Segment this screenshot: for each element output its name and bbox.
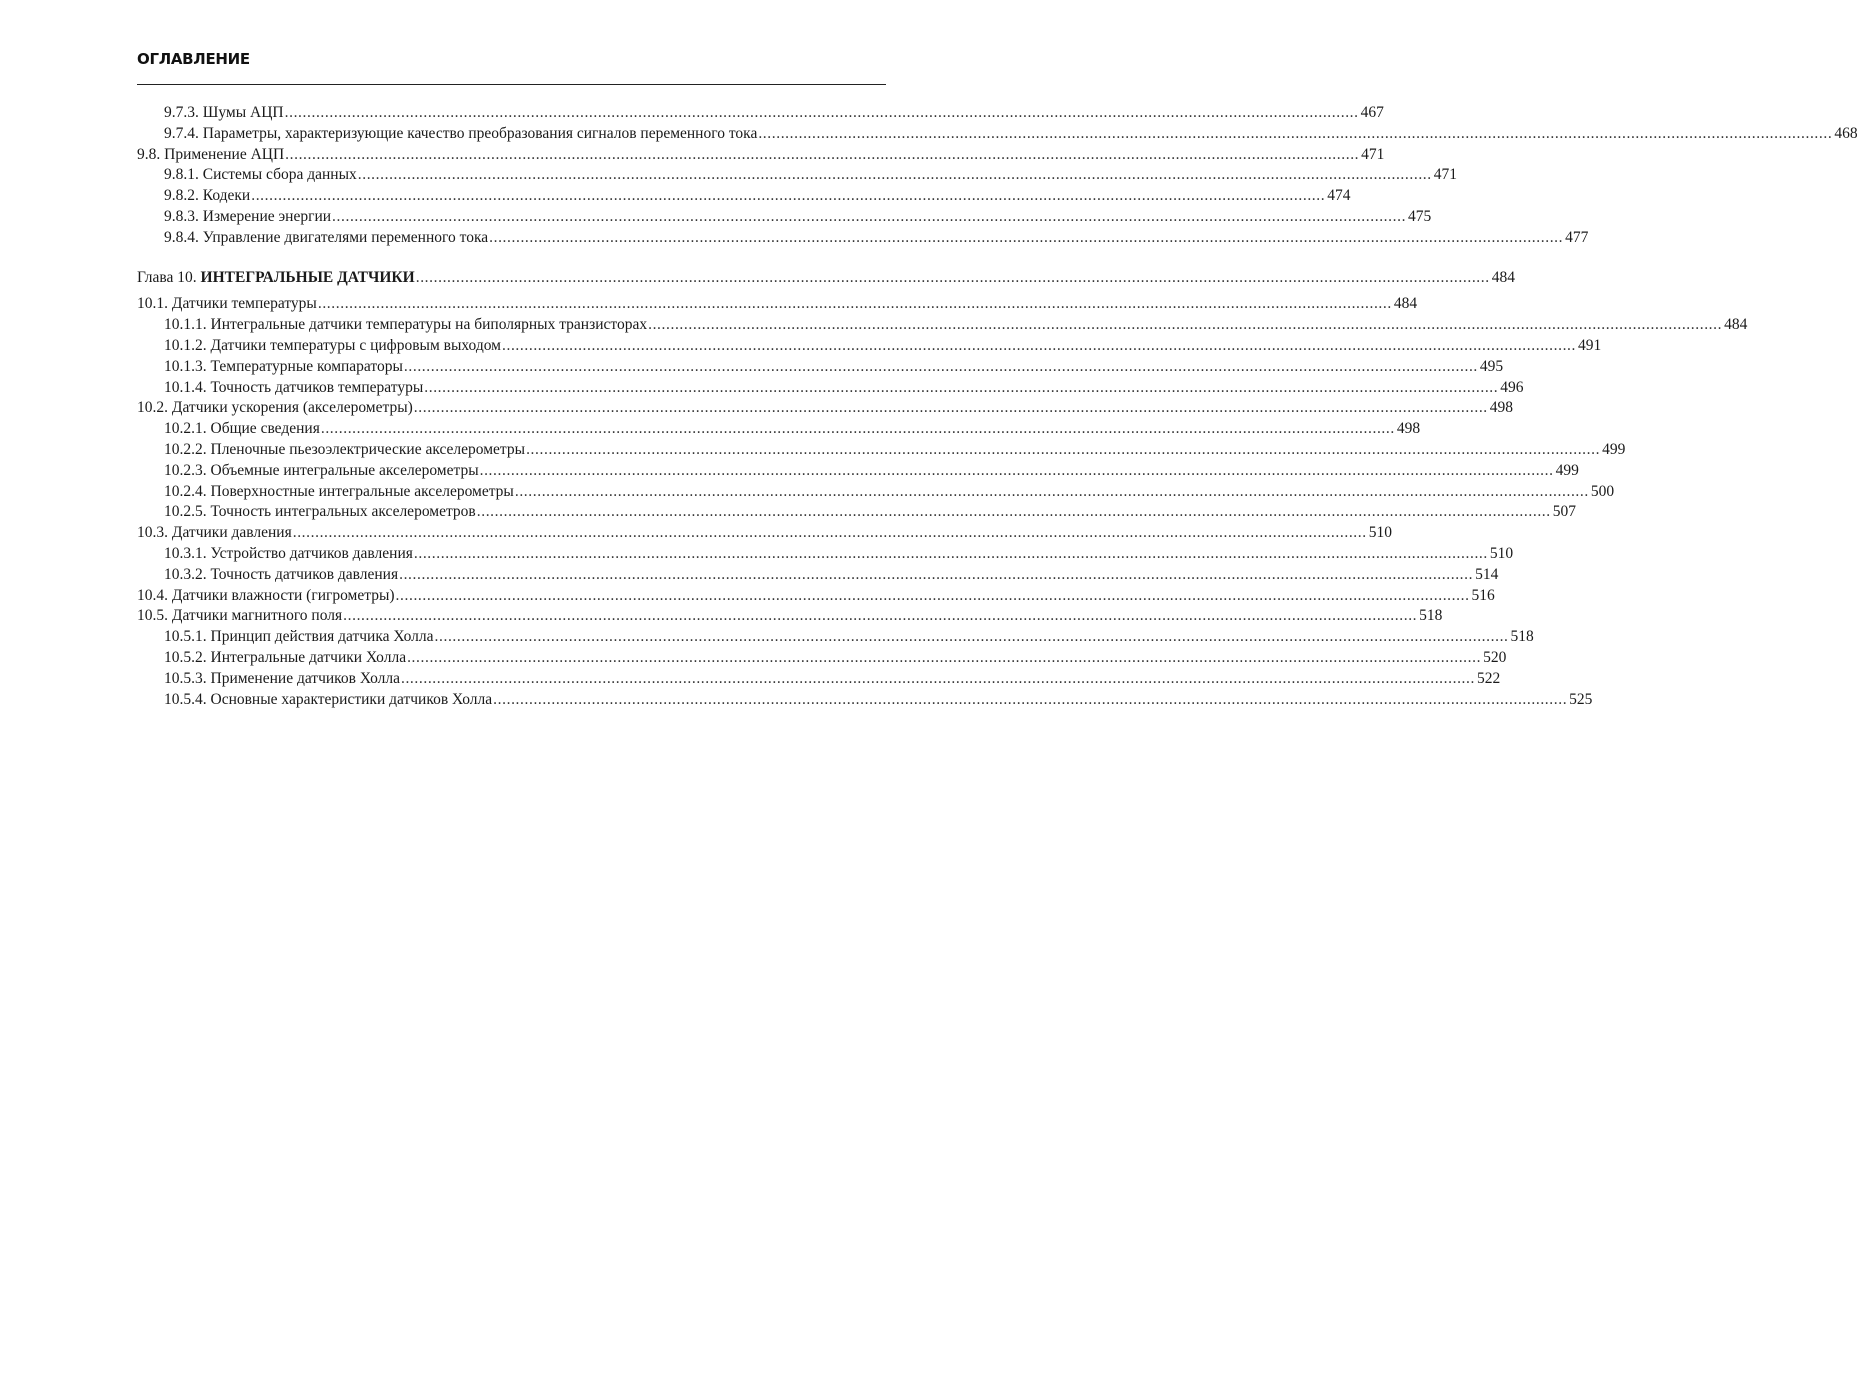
toc-entry[interactable] bbox=[137, 544, 1514, 565]
toc-entry[interactable] bbox=[137, 378, 1524, 399]
toc-chapter-title: ИНТЕГРАЛЬНЫЕ ДАТЧИКИ bbox=[200, 268, 415, 286]
toc-entry-number: 10.5.2. bbox=[164, 648, 207, 666]
toc-entry-title bbox=[164, 648, 406, 669]
toc-entry-number: 10.2.3. bbox=[164, 461, 207, 479]
toc-entry[interactable] bbox=[137, 398, 1514, 419]
table-of-contents bbox=[137, 103, 1858, 710]
toc-entry[interactable] bbox=[137, 440, 1626, 461]
dot-leader bbox=[318, 294, 1392, 315]
toc-entry-title bbox=[164, 461, 479, 482]
toc-entry-number: 10.1.2. bbox=[164, 336, 207, 354]
dot-leader bbox=[526, 440, 1600, 461]
toc-entry[interactable] bbox=[137, 315, 1748, 336]
toc-entry-text: Применение АЦП bbox=[164, 145, 285, 163]
toc-entry[interactable] bbox=[137, 228, 1589, 249]
toc-entry-page: 507 bbox=[1552, 503, 1576, 521]
toc-entry-number: 10.1.3. bbox=[164, 357, 207, 375]
toc-entry[interactable] bbox=[137, 523, 1392, 544]
toc-entry-text: Системы сбора данных bbox=[202, 166, 357, 184]
toc-entry-title bbox=[164, 357, 403, 378]
toc-entry-text: Интегральные датчики Холла bbox=[210, 648, 407, 666]
toc-entry-text: Общие сведения bbox=[210, 420, 320, 438]
toc-entry-number: 10.2.2. bbox=[164, 440, 207, 458]
dot-leader bbox=[515, 482, 1589, 503]
toc-entry-title bbox=[137, 606, 342, 627]
dot-leader bbox=[332, 207, 1406, 228]
toc-entry-number: 10.5. bbox=[137, 607, 168, 625]
toc-entry[interactable] bbox=[137, 186, 1351, 207]
toc-entry-page: 525 bbox=[1569, 690, 1593, 708]
toc-entry-text: Поверхностные интегральные акселерометры bbox=[210, 482, 514, 500]
toc-entry-page: 467 bbox=[1360, 104, 1384, 121]
toc-entry-number: 9.8.3. bbox=[164, 207, 199, 225]
toc-entry-title bbox=[164, 207, 331, 228]
toc-entry-title bbox=[137, 523, 292, 544]
dot-leader bbox=[489, 228, 1563, 249]
dot-leader bbox=[414, 398, 1488, 419]
dot-leader bbox=[358, 165, 1432, 186]
toc-entry-number: 10.5.4. bbox=[164, 690, 207, 708]
toc-entry-title bbox=[164, 315, 647, 336]
toc-entry-number: 9.8.1. bbox=[164, 166, 199, 184]
toc-entry-page: 499 bbox=[1602, 440, 1626, 458]
toc-entry[interactable] bbox=[137, 565, 1499, 586]
toc-entry-page: 510 bbox=[1368, 524, 1392, 542]
toc-entry[interactable] bbox=[137, 207, 1432, 228]
toc-entry-number: 10.5.1. bbox=[164, 628, 207, 646]
toc-entry-text: Принцип действия датчика Холла bbox=[210, 628, 434, 646]
dot-leader bbox=[424, 378, 1498, 399]
toc-entry[interactable] bbox=[137, 482, 1615, 503]
toc-entry-number: 9.8.4. bbox=[164, 228, 199, 246]
toc-entry-title bbox=[164, 228, 488, 249]
toc-entry-title bbox=[137, 398, 413, 419]
toc-entry-title bbox=[137, 145, 284, 166]
dot-leader bbox=[399, 565, 1473, 586]
toc-entry[interactable] bbox=[137, 145, 1385, 166]
toc-entry-page: 520 bbox=[1483, 648, 1507, 666]
toc-entry[interactable] bbox=[137, 103, 1384, 124]
toc-entry-text: Датчики температуры bbox=[171, 295, 317, 313]
dot-leader bbox=[343, 606, 1417, 627]
dot-leader bbox=[480, 461, 1554, 482]
toc-entry-page: 496 bbox=[1500, 378, 1524, 396]
toc-entry-title bbox=[164, 124, 757, 145]
toc-entry-text: Пленочные пьезоэлектрические акселерометры bbox=[210, 440, 526, 458]
toc-entry-title bbox=[164, 186, 250, 207]
toc-entry[interactable] bbox=[137, 357, 1504, 378]
toc-entry-text: Точность датчиков температуры bbox=[210, 378, 424, 396]
dot-leader bbox=[285, 145, 1359, 166]
toc-entry[interactable] bbox=[137, 627, 1534, 648]
toc-entry-text: Основные характеристики датчиков Холла bbox=[210, 690, 493, 708]
toc-entry-number: 10.1. bbox=[137, 295, 168, 313]
toc-entry-number: 10.2.4. bbox=[164, 482, 207, 500]
toc-entry-text: Датчики температуры с цифровым выходом bbox=[210, 336, 501, 354]
toc-entry-number: 10.5.3. bbox=[164, 669, 207, 687]
toc-entry[interactable] bbox=[137, 419, 1421, 440]
toc-entry-text: Датчики магнитного поля bbox=[171, 607, 343, 625]
toc-entry-text: Устройство датчиков давления bbox=[210, 544, 413, 562]
toc-entry[interactable] bbox=[137, 294, 1418, 315]
toc-entry-text: Температурные компараторы bbox=[210, 357, 403, 375]
toc-entry-page: 499 bbox=[1555, 461, 1579, 479]
toc-entry-page: 491 bbox=[1578, 336, 1602, 354]
toc-entry-page: 518 bbox=[1419, 607, 1443, 625]
toc-entry-text: Параметры, характеризующие качество преобразования сигналов переменного тока bbox=[202, 124, 758, 142]
toc-entry-page: 474 bbox=[1327, 187, 1351, 205]
toc-entry-text: Точность датчиков давления bbox=[210, 565, 399, 583]
toc-entry-title bbox=[164, 482, 514, 503]
toc-entry[interactable] bbox=[137, 606, 1443, 627]
toc-entry-page: 484 bbox=[1724, 316, 1748, 334]
toc-entry-title bbox=[164, 502, 476, 523]
toc-entry-title bbox=[164, 336, 501, 357]
toc-entry-title bbox=[164, 103, 284, 124]
dot-leader bbox=[404, 357, 1478, 378]
toc-entry-page: 471 bbox=[1361, 145, 1385, 163]
toc-entry-text: Точность интегральных акселерометров bbox=[210, 503, 476, 521]
dot-leader bbox=[416, 268, 1490, 289]
toc-entry-page: 475 bbox=[1408, 207, 1432, 225]
toc-entry-text: Датчики ускорения (акселерометры) bbox=[171, 399, 413, 417]
toc-entry-text: Датчики влажности (гигрометры) bbox=[171, 586, 395, 604]
toc-entry[interactable] bbox=[137, 336, 1602, 357]
dot-leader bbox=[493, 690, 1567, 711]
toc-entry-page: 522 bbox=[1476, 669, 1501, 687]
toc-entry-number: 10.2.5. bbox=[164, 503, 207, 521]
toc-entry-title bbox=[164, 565, 398, 586]
toc-entry-title bbox=[137, 268, 415, 289]
dot-leader bbox=[407, 648, 1481, 669]
toc-entry-page: 510 bbox=[1489, 544, 1514, 562]
dot-leader bbox=[401, 669, 1475, 690]
toc-entry-number: 10.3. bbox=[137, 524, 168, 542]
toc-entry-page: 498 bbox=[1489, 399, 1514, 417]
toc-entry-text: Кодеки bbox=[202, 187, 251, 205]
toc-entry-page: 495 bbox=[1479, 357, 1504, 375]
toc-entry-page: 484 bbox=[1393, 295, 1418, 313]
toc-entry-text: Интегральные датчики температуры на биполярных транзисторах bbox=[210, 316, 648, 334]
toc-entry-title bbox=[137, 586, 395, 607]
toc-entry[interactable] bbox=[137, 648, 1507, 669]
toc-entry-number: Глава 10. bbox=[137, 268, 197, 286]
toc-entry-text: Датчики давления bbox=[171, 524, 292, 542]
toc-entry-title bbox=[164, 419, 320, 440]
toc-entry-text: Шумы АЦП bbox=[202, 104, 284, 121]
toc-entry-title bbox=[164, 627, 434, 648]
toc-entry-number: 10.3.2. bbox=[164, 565, 207, 583]
dot-leader bbox=[293, 523, 1367, 544]
header-divider bbox=[137, 84, 886, 85]
toc-entry[interactable] bbox=[137, 690, 1593, 711]
toc-entry-number: 9.7.3. bbox=[164, 104, 199, 121]
toc-entry-number: 9.8.2. bbox=[164, 187, 199, 205]
toc-entry-title bbox=[164, 669, 400, 690]
toc-entry[interactable] bbox=[137, 165, 1457, 186]
toc-entry-title bbox=[137, 294, 317, 315]
toc-entry-page: 514 bbox=[1475, 565, 1499, 583]
toc-entry-title bbox=[164, 690, 492, 711]
toc-entry-title bbox=[164, 165, 357, 186]
toc-entry-text: Измерение энергии bbox=[202, 207, 332, 225]
dot-leader bbox=[414, 544, 1488, 565]
toc-entry-number: 10.2.1. bbox=[164, 420, 207, 438]
toc-entry[interactable] bbox=[137, 669, 1501, 690]
dot-leader bbox=[477, 502, 1551, 523]
dot-leader bbox=[502, 336, 1576, 357]
dot-leader bbox=[758, 124, 1832, 145]
toc-entry[interactable] bbox=[137, 586, 1495, 607]
toc-entry-page: 516 bbox=[1471, 586, 1495, 604]
toc-entry-text: Управление двигателями переменного тока bbox=[202, 228, 489, 246]
toc-entry-number: 10.1.1. bbox=[164, 316, 207, 334]
toc-entry-page: 471 bbox=[1433, 166, 1457, 184]
toc-entry-page: 518 bbox=[1510, 628, 1534, 646]
toc-entry-page: 500 bbox=[1590, 482, 1615, 500]
toc-entry-number: 10.4. bbox=[137, 586, 168, 604]
toc-entry[interactable] bbox=[137, 124, 1858, 145]
toc-entry-text: Применение датчиков Холла bbox=[210, 669, 400, 687]
dot-leader bbox=[285, 103, 1359, 124]
toc-entry-number: 10.1.4. bbox=[164, 378, 207, 396]
toc-entry-number: 10.2. bbox=[137, 399, 168, 417]
dot-leader bbox=[435, 627, 1509, 648]
dot-leader bbox=[321, 419, 1395, 440]
toc-entry-page: 477 bbox=[1565, 228, 1589, 246]
dot-leader bbox=[648, 315, 1722, 336]
toc-entry-text: Объемные интегральные акселерометры bbox=[210, 461, 479, 479]
page-title: ОГЛАВЛЕНИЕ bbox=[137, 50, 250, 68]
toc-entry-title bbox=[164, 440, 525, 461]
toc-entry-title bbox=[164, 544, 413, 565]
toc-entry-number: 9.7.4. bbox=[164, 124, 199, 142]
toc-entry-number: 10.3.1. bbox=[164, 544, 207, 562]
toc-chapter-entry[interactable] bbox=[137, 268, 1515, 289]
toc-entry[interactable] bbox=[137, 461, 1579, 482]
dot-leader bbox=[396, 586, 1470, 607]
toc-entry[interactable] bbox=[137, 502, 1576, 523]
toc-entry-number: 9.8. bbox=[137, 145, 161, 163]
toc-entry-page: 468 bbox=[1834, 124, 1858, 142]
toc-entry-page: 484 bbox=[1491, 268, 1515, 286]
toc-entry-title bbox=[164, 378, 423, 399]
toc-entry-page: 498 bbox=[1396, 420, 1421, 438]
dot-leader bbox=[251, 186, 1325, 207]
